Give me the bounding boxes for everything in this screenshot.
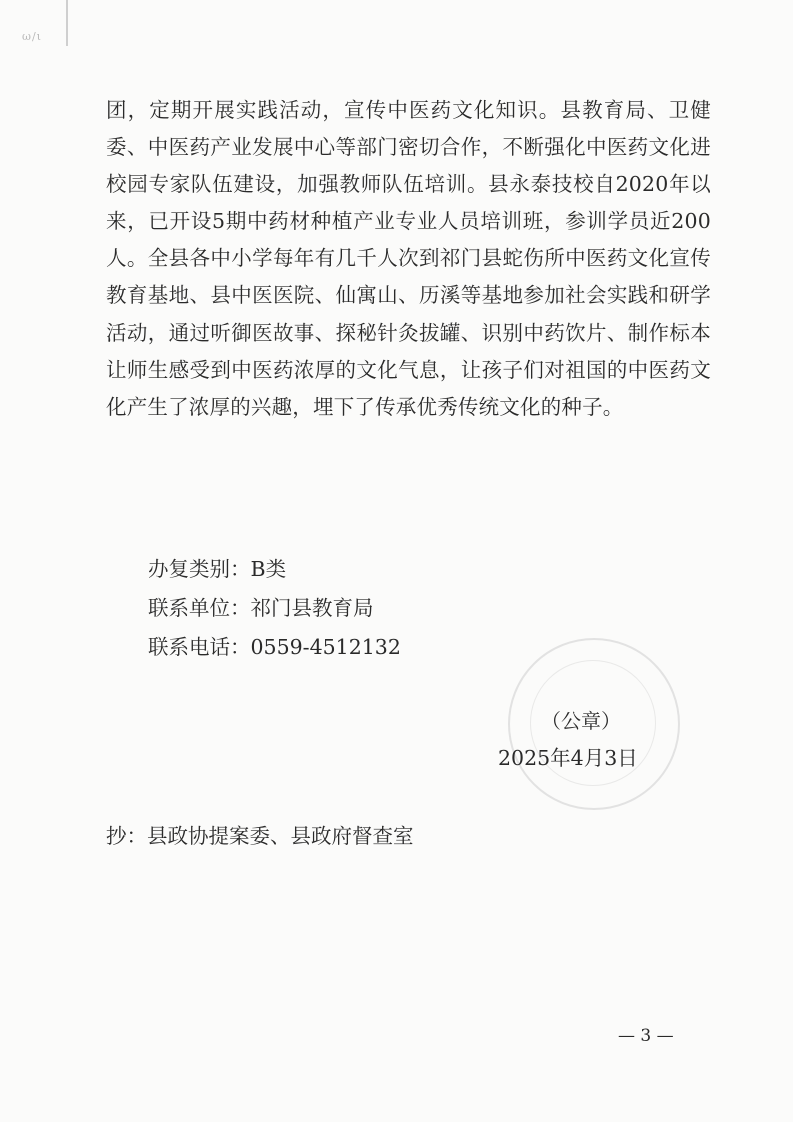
contact-unit: 联系单位：祁门县教育局: [148, 596, 374, 620]
scan-mark: ω/ι: [22, 30, 42, 43]
contact-phone: 联系电话：0559-4512132: [148, 635, 401, 659]
body-paragraph: 团，定期开展实践活动，宣传中医药文化知识。县教育局、卫健委、中医药产业发展中心等部门密切合作，不断强化中医药文化进校园专家队伍建设，加强教师队伍培训。县永泰技校自2020年以来，已开设5期中药材种植产业专业人员培训班，参训学员近200人。全县各中小学每年有几千人次到祁门县蛇伤所中医药文化宣传教育基地、县中医医院、仙寓山、历溪等基地参加社会实践和研学活动，通过听御医故事、探秘针灸拔罐、识别中药饮片、制作标本让师生感受到中医药浓厚的文化气息，让孩子们对祖国的中医药文化产生了浓厚的兴趣，埋下了传承优秀传统文化的种子。: [106, 98, 711, 419]
binding-edge-line: [66, 0, 68, 46]
document-date: 2025年4月3日: [498, 746, 638, 770]
reply-category: 办复类别：B类: [148, 557, 287, 581]
page-number: — 3 —: [618, 1026, 674, 1046]
cc-line: 抄：县政协提案委、县政府督查室: [106, 824, 414, 848]
stamp-label: （公章）: [541, 709, 621, 733]
